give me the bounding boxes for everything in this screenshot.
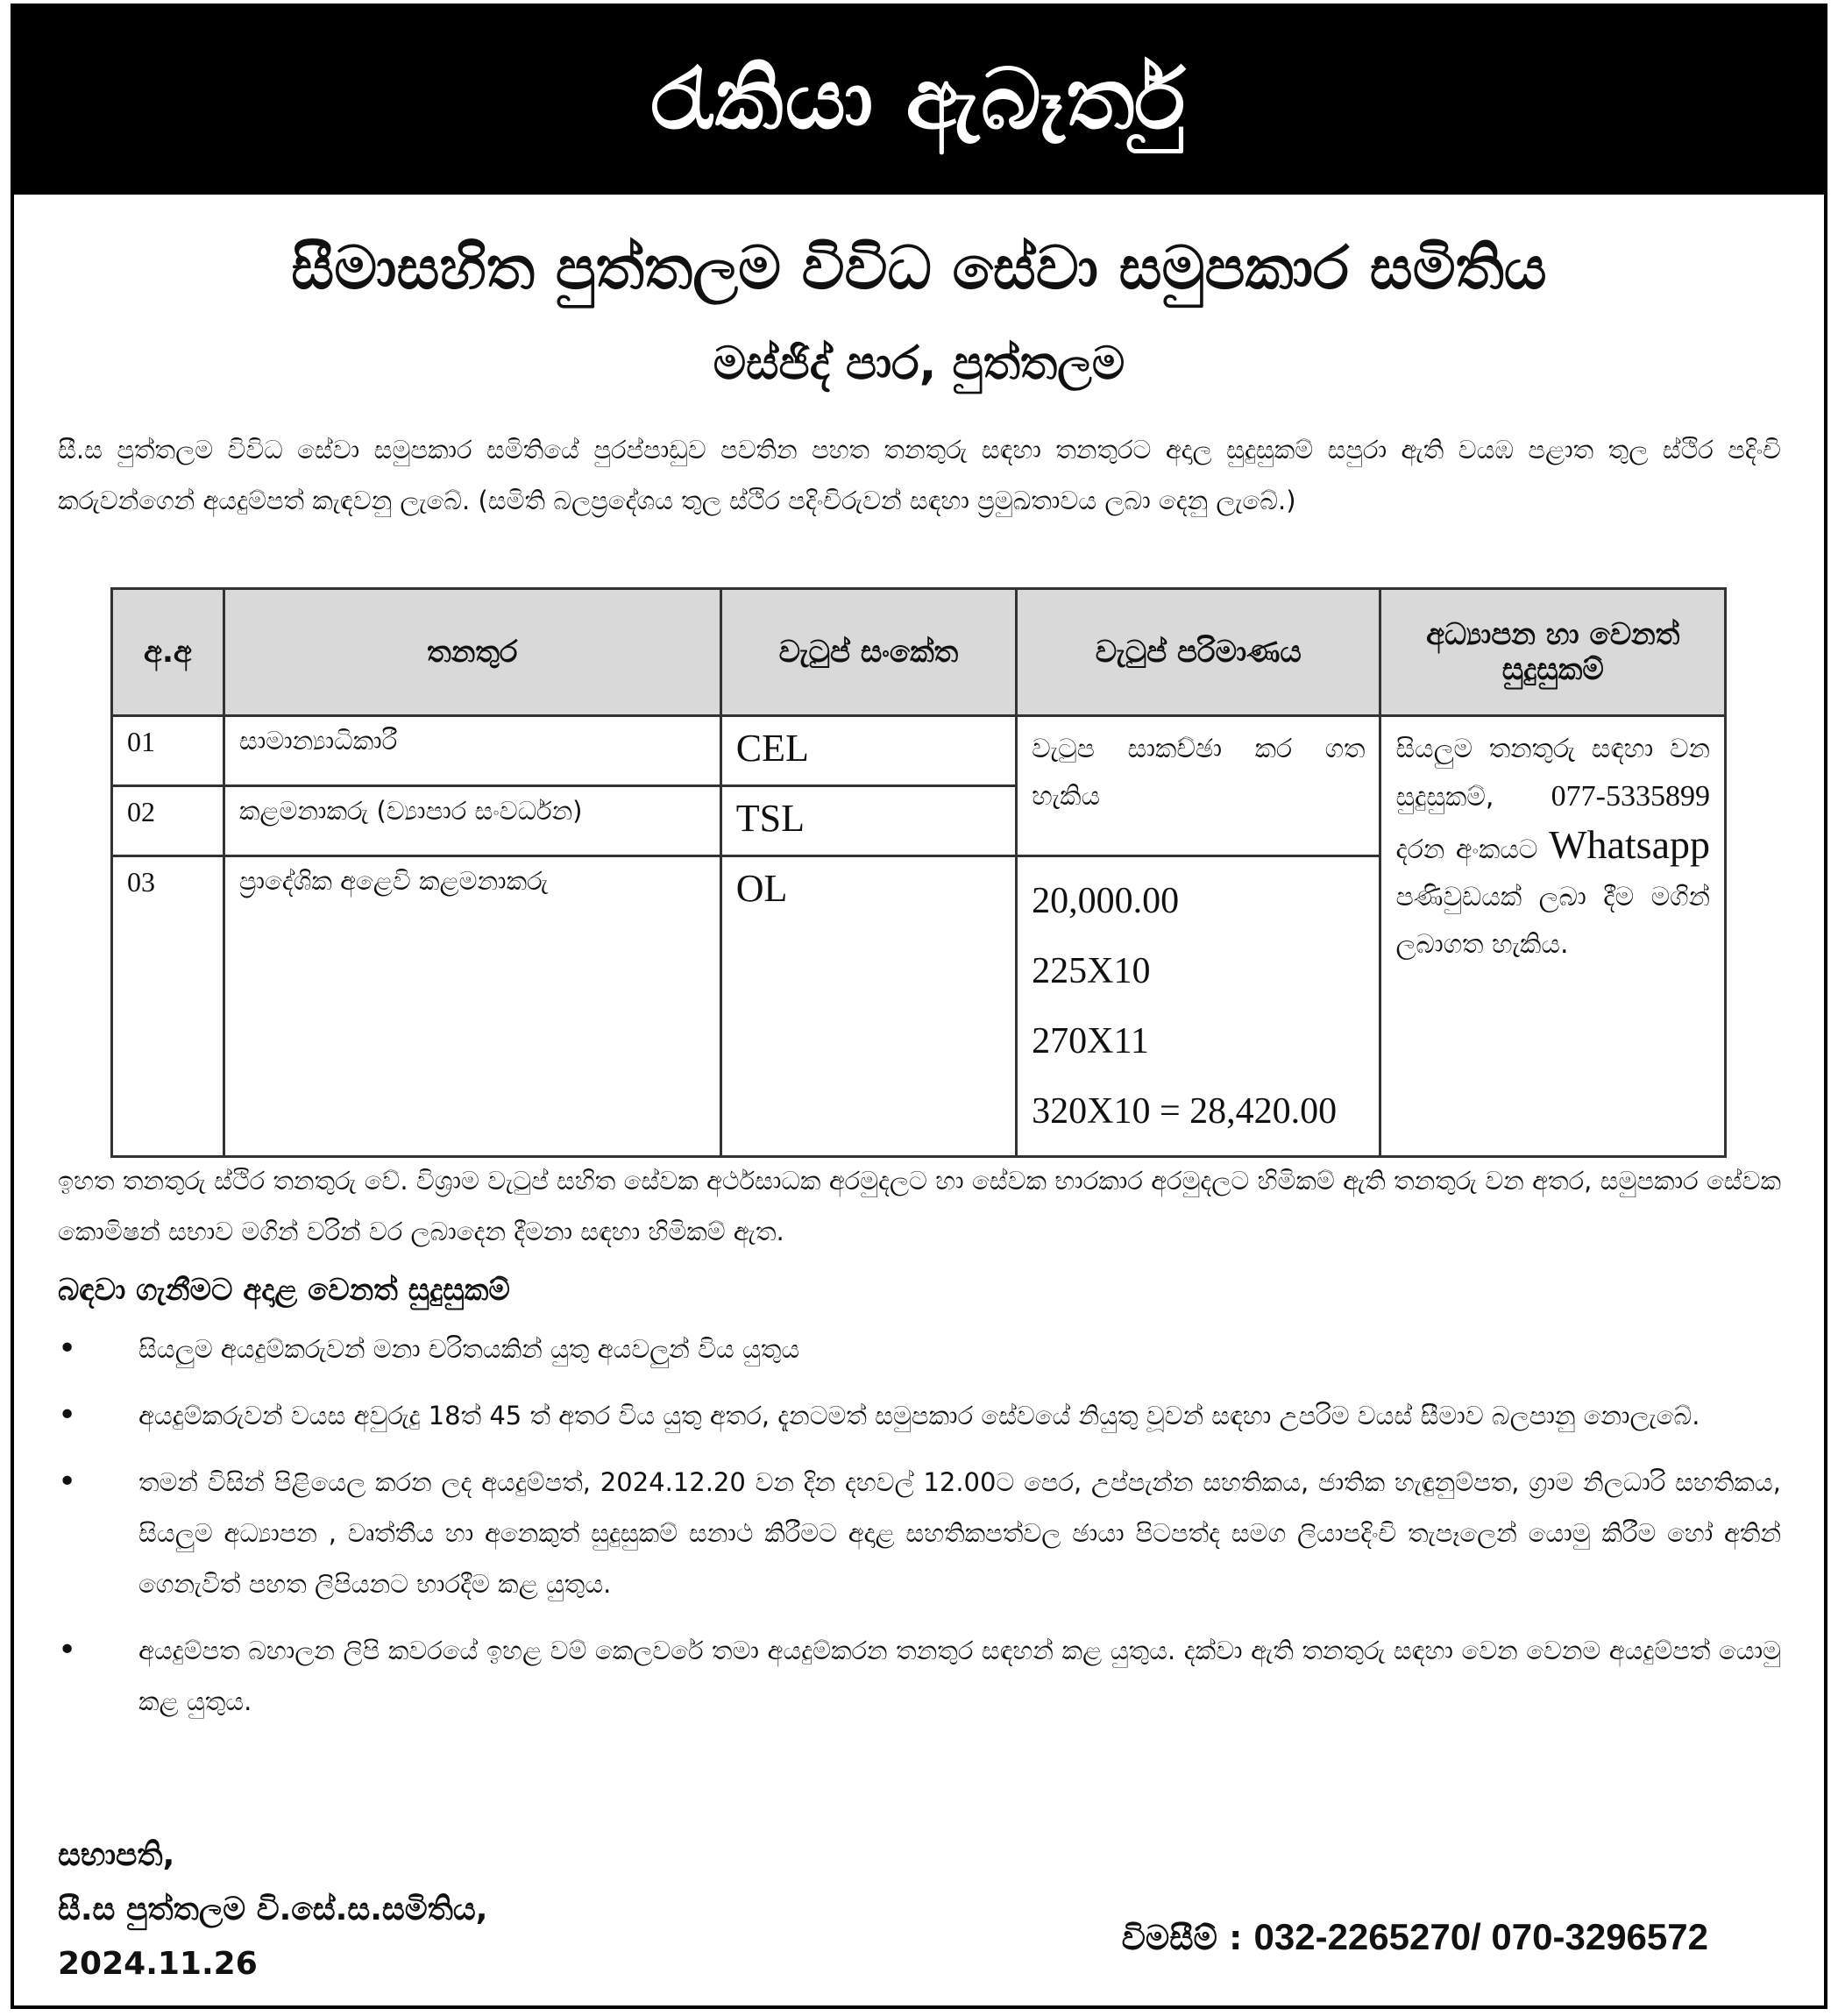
salary-scale-line: 270X11: [1032, 1021, 1149, 1061]
header-salary-scale: වැටුප් පරිමාණය: [1017, 589, 1380, 716]
header-qualifications: අධ්‍යාපන හා වෙනත් සුදුසුකම්: [1380, 589, 1726, 716]
signature-org: සී.ස පුත්තලම වි.සේ.ස.සමිතිය,: [58, 1892, 488, 1927]
list-item: [58, 1324, 1781, 1374]
contact-info: [1122, 1916, 1708, 1958]
requirement-text: අයදුම්කරුවන් වයස අවුරුදු 18ත් 45 ත් අතර විය යුතු අතර, දැනටමත් සමුපකාර සේවයේ නියුතු වූවන් සඳහා උපරිම වයස් සීමාව බලපානු නොලැබේ.: [138, 1401, 1700, 1430]
header-banner: [11, 4, 1827, 195]
row-number: 03: [112, 856, 224, 1157]
qualifications-cell: [1380, 716, 1726, 1157]
banner-title: රැකියා ඇබෑර්තු: [650, 50, 1188, 148]
requirements-list: [58, 1324, 1781, 1743]
salary-negotiable-text: වැටුප සාකච්ඡා කර ගත හැකිය: [1032, 734, 1366, 812]
row-number: 02: [112, 786, 224, 856]
contact-label: විමසීම් :: [1121, 1919, 1243, 1957]
salary-scale-cell: [1017, 856, 1380, 1157]
qualifications-text-3: පණිවුඩයක් ලබා දීම මගින් ලබාගත හැකිය.: [1395, 882, 1710, 960]
requirement-text: සියලුම අයදුම්කරුවන් මනා චරිතයකින් යුතු අයවලුන් විය යුතුය: [138, 1334, 800, 1364]
bullet-icon: •: [58, 1397, 77, 1433]
qualifications-text-1: සියලුම තනතුරු සඳහා වන සුදුසුකම්,: [1395, 734, 1710, 813]
header-post: තනතුර: [224, 589, 720, 716]
salary-negotiable: [1017, 716, 1380, 856]
salary-scale-line: 320X10 = 28,420.00: [1032, 1091, 1338, 1132]
requirement-text: අයදුම්පත බහාලන ලිපි කවරයේ ඉහළ වම් කෙලවරේ තමා අයදුම්කරන තනතුර සඳහන් කළ යුතුය. දක්වා ඇති තනතුරු සඳහා වෙන වෙනම අයදුම්පත් යොමු කළ යුතුය.: [138, 1636, 1781, 1716]
list-item: [58, 1390, 1781, 1441]
requirements-heading: බඳවා ගැනීමට අදාළ වෙනත් සුදුසුකම්: [58, 1273, 510, 1308]
table-row: [112, 716, 1726, 786]
vacancies-table: [110, 587, 1727, 1158]
row-salary-code: TSL: [720, 786, 1016, 856]
salary-scale-line: 20,000.00: [1032, 881, 1180, 921]
bullet-icon: •: [58, 1632, 77, 1668]
signature-title: සභාපති,: [58, 1837, 175, 1873]
bullet-icon: •: [58, 1464, 77, 1500]
whatsapp-label: Whatsapp: [1549, 822, 1710, 867]
qualifications-phone: 077-5335899: [1551, 780, 1710, 813]
header-number: අ.අ: [112, 589, 224, 716]
row-post: සාමාන්‍යාධිකාරී: [224, 716, 720, 786]
salary-scale-line: 225X10: [1032, 951, 1151, 991]
qualifications-text-2: දරන අංකයට: [1395, 834, 1538, 865]
contact-numbers: 032-2265270/ 070-3296572: [1253, 1916, 1708, 1957]
row-post: කළමනාකරු (ව්‍යාපාර සංවර්ධන): [224, 786, 720, 856]
signature-date: 2024.11.26: [58, 1946, 258, 1982]
organization-name: සීමාසහිත පුත්තලම විවිධ සේවා සමුපකාර සමිතිය: [291, 234, 1547, 303]
header-salary-code: වැටුප් සංකේත: [720, 589, 1016, 716]
organization-address: මස්ජිද් පාර, පුත්තලම: [713, 337, 1125, 390]
list-item: [58, 1625, 1781, 1727]
row-number: 01: [112, 716, 224, 786]
signature-block: [58, 1828, 487, 1991]
row-post: ප්‍රාදේශික අළෙවි කළමනාකරු: [224, 856, 720, 1157]
row-salary-code: CEL: [720, 716, 1016, 786]
intro-paragraph: සී.ස පුත්තලම විවිධ සේවා සමුපකාර සමිතියේ පුරප්පාඩුව පවතින පහත තනතුරු සඳහා තනතුරට අදාල සුදුසුකම් සපුරා ඇති වයඹ පළාත තුල ස්ථිර පදිංචි කරුවන්ගෙන් අයදුම්පත් කැඳවනු ලැබේ. (සමිති බලප්‍රදේශය තුල ස්ථිර පදිංචිරුවන් සඳහා ප්‍රමුඛතාවය ලබා දෙනු ලැබේ.): [58, 435, 1781, 515]
row-salary-code: OL: [720, 856, 1016, 1157]
table-header-row: [112, 589, 1726, 716]
requirement-text: තමන් විසින් පිළියෙල කරන ලද අයදුම්පත්, 2024.12.20 වන දින දහවල් 12.00ට පෙර, උප්පැන්න සහතිකය, ජාතික හැඳුනුම්පත, ග්‍රාම නිලධාරි සහතිකය, සියලුම අධ්‍යාපන , වෘත්තීය හා අනෙකුත් සුදුසුකම් සනාථ කිරීමට අදාළ සහතිකපත්වල ඡායා පිටපත්ද සමග ලියාපදිංචි තැපෑලෙන් යොමු කිරීම හෝ අතින් ගෙනැවිත් පහත ලිපියනට භාරදීම කළ යුතුය.: [138, 1467, 1781, 1599]
bullet-icon: •: [58, 1331, 77, 1366]
permanent-posts-note: ඉහත තනතුරු ස්ථිර තනතුරු වේ. විශ්‍රාම වැටුප් සහිත සේවක අර්ථසාධක අරමුදලට හා සේවක භාරකාර අරමුදලට හිමිකම් ඇති තනතුරු වන අතර, සමුපකාර සේවක කොමිෂන් සභාව මගින් වරින් වර ලබාදෙන දීමනා සඳහා හිමිකම් ඇත.: [58, 1166, 1781, 1246]
list-item: [58, 1457, 1781, 1609]
